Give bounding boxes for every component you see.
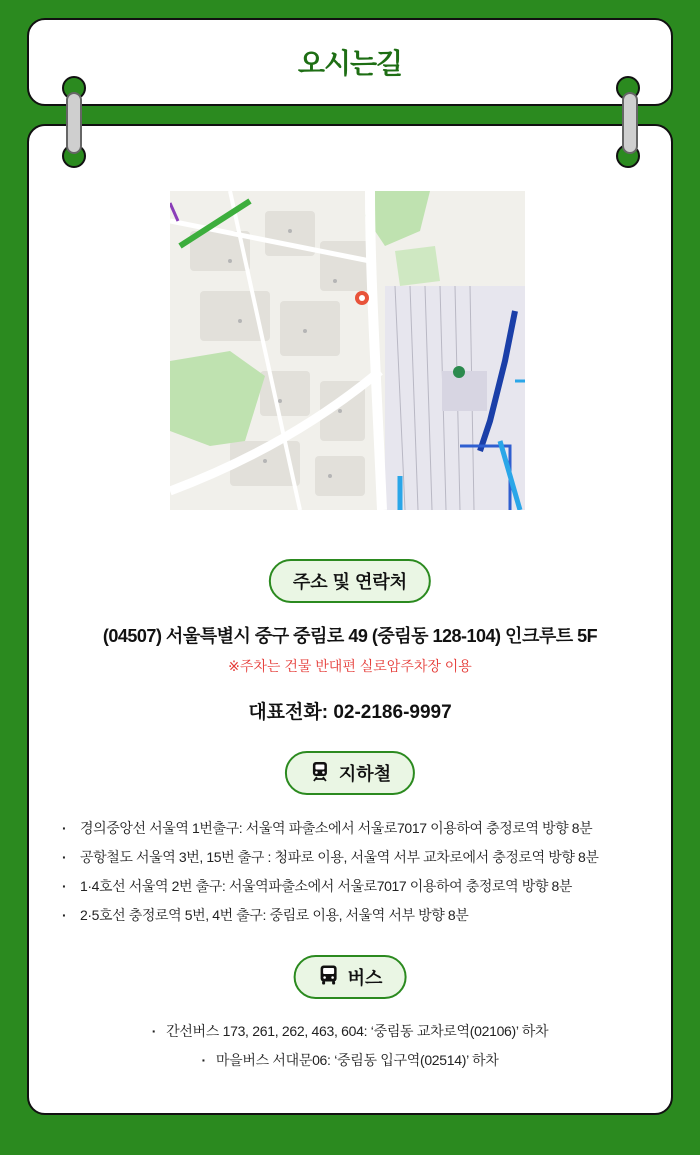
list-item: · 1·4호선 서울역 2번 출구: 서울역파출소에서 서울로7017 이용하여 충정로역 방향 8분 [62, 876, 598, 905]
address-contact-badge [269, 559, 431, 603]
phone-number: 대표전화: 02-2186-9997 [248, 702, 452, 723]
list-item: · 마을버스 서대문06: ‘중림동 입구역(02514)’ 하차 [0, 1050, 700, 1079]
list-item: · 2·5호선 충정로역 5번, 4번 출구: 중림로 이용, 서울역 서부 방향 8분 [62, 905, 598, 934]
binder-ring-left [66, 92, 82, 154]
bus-badge [294, 955, 407, 999]
subway-directions-list [62, 818, 598, 934]
subway-badge [285, 751, 415, 795]
train-icon [309, 760, 331, 787]
subway-badge-label: 지하철 [338, 764, 392, 784]
address-contact-badge-label: 주소 및 연락처 [292, 572, 408, 592]
title-card [27, 18, 673, 106]
list-item: · 공항철도 서울역 3번, 15번 출구 : 청파로 이용, 서울역 서부 교차로에서 충정로역 방향 8분 [62, 847, 598, 876]
map-graphic [170, 191, 525, 510]
location-map[interactable] [170, 191, 525, 510]
company-address: (04507) 서울특별시 중구 중림로 49 (중림동 128-104) 인크루트 5F [102, 626, 598, 646]
bus-badge-label: 버스 [347, 968, 383, 988]
parking-note: ※주차는 건물 반대편 실로암주차장 이용 [228, 658, 472, 674]
bus-icon [318, 964, 340, 991]
list-item: · 간선버스 173, 261, 262, 463, 604: ‘중림동 교차로역(02106)’ 하차 [0, 1021, 700, 1050]
binder-ring-right [622, 92, 638, 154]
list-item: · 경의중앙선 서울역 1번출구: 서울역 파출소에서 서울로7017 이용하여 충정로역 방향 8분 [62, 818, 598, 847]
bus-directions-list [0, 1021, 700, 1079]
page-title: 오시는길 [297, 48, 403, 79]
